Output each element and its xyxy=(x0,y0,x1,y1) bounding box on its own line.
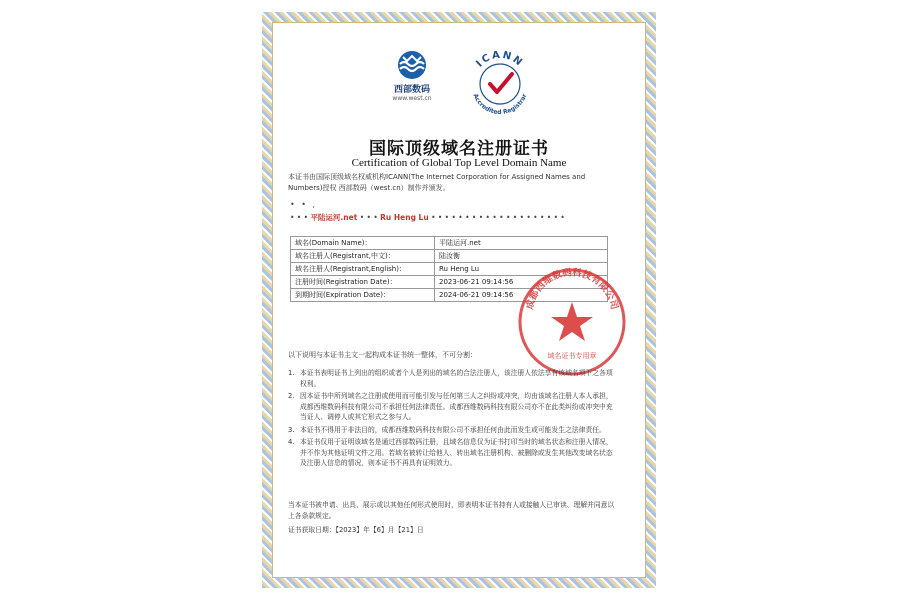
note-number: 2. xyxy=(288,392,295,400)
row-value: 陆汝衡 xyxy=(435,250,608,263)
table-row xyxy=(291,250,608,263)
dots-line-top: • • , xyxy=(290,200,318,209)
note-text: 本证书不得用于非法目的，成都西维数码科技有限公司不承担任何由此而发生或可能发生之法律责任。 xyxy=(300,425,606,434)
list-item xyxy=(288,425,618,436)
notes-heading: 以下说明与本证书主文一起构成本证书统一整体，不可分割： xyxy=(288,351,477,359)
row-value: 2023-06-21 09:14:56 xyxy=(435,276,608,289)
svg-text:ICANN xyxy=(474,50,525,70)
note-text: 本证书仅用于证明该域名是通过西部数码注册，且域名信息仅为证书打印当时的域名状态和注册人情况，并不作为其他证明文件之用。若域名被转让给他人、转出域名注册机构、被删除或发生其他改变域名状态及注册人信息的情况，则本证书不再具有证明效力。 xyxy=(300,438,613,467)
note-number: 3. xyxy=(288,425,295,434)
star-icon xyxy=(551,302,593,341)
domain-highlight-line xyxy=(290,212,630,223)
table-row xyxy=(291,237,608,250)
title-chinese: 国际顶级域名注册证书 xyxy=(369,139,549,159)
west-logo-icon xyxy=(394,50,430,80)
row-label: 域名(Domain Name)： xyxy=(291,237,435,250)
row-value: Ru Heng Lu xyxy=(435,263,608,276)
list-item xyxy=(288,437,618,469)
notes-list xyxy=(288,368,618,471)
logo-row xyxy=(282,44,636,124)
highlight-registrant: Ru Heng Lu xyxy=(380,213,429,222)
note-number: 1. xyxy=(288,369,295,377)
row-value: 2024-06-21 09:14:56 xyxy=(435,289,608,302)
footer-statement: 当本证书被申请、出具、展示或以其他任何形式使用时，即表明本证书持有人或接触人已审读、理解并同意以上各条款规定。 xyxy=(288,501,615,520)
row-value: 平陆运河.net xyxy=(435,237,608,250)
west-url: www.west.cn xyxy=(392,95,432,102)
icann-ring-text: Accredited Registrar xyxy=(471,92,529,117)
dots-suffix: • • • • • • • • • • • • • • • • • • • • xyxy=(431,213,565,222)
intro-text: 本证书由国际顶级域名权威机构ICANN(The Internet Corporation for Assigned Names and Numbers)授权 西部数码（west.cn）制作并颁发。 xyxy=(288,173,586,192)
seal-bottom-text: 域名证书专用章 xyxy=(547,352,597,360)
note-text: 因本证书中所列域名之注册或使用而可能引发与任何第三人之纠纷或冲突，均由该域名注册人本人承担，成都西维数码科技有限公司不承担任何法律责任。成都西维数码科技有限公司亦不在此类纠纷或冲突中充当证人、调停人或其它形式之参与人。 xyxy=(300,392,613,421)
issue-date: 证书获取日期：【2023】年【6】月【21】日 xyxy=(288,526,424,534)
note-text: 本证书表明证书上列出的组织或者个人是列出的域名的合法注册人，该注册人依法享有该域名项下之各项权利。 xyxy=(300,369,613,388)
official-seal-stamp xyxy=(512,262,632,382)
note-number: 4. xyxy=(288,438,295,446)
highlight-domain: 平陆运河.net xyxy=(310,213,358,222)
dots-middle: • • • xyxy=(359,213,378,222)
list-item xyxy=(288,368,618,389)
row-label: 注册时间(Registration Date)： xyxy=(291,276,435,289)
seal-ring-text: 成都西维数码科技有限公司 xyxy=(524,267,620,311)
row-label: 域名注册人(Registrant,English)： xyxy=(291,263,435,276)
icann-text: ICANN xyxy=(474,49,526,70)
row-label: 域名注册人(Registrant,中文)： xyxy=(291,250,435,263)
icann-logo-icon xyxy=(460,44,540,124)
list-item xyxy=(288,391,618,423)
west-logo xyxy=(382,50,442,102)
certificate-page xyxy=(282,30,636,570)
row-label: 到期时间(Expiration Date)： xyxy=(291,289,435,302)
title-english: Certification of Global Top Level Domain Name xyxy=(351,157,567,169)
west-brand-name: 西部数码 xyxy=(393,85,430,95)
dots-prefix: • • • xyxy=(290,213,309,222)
